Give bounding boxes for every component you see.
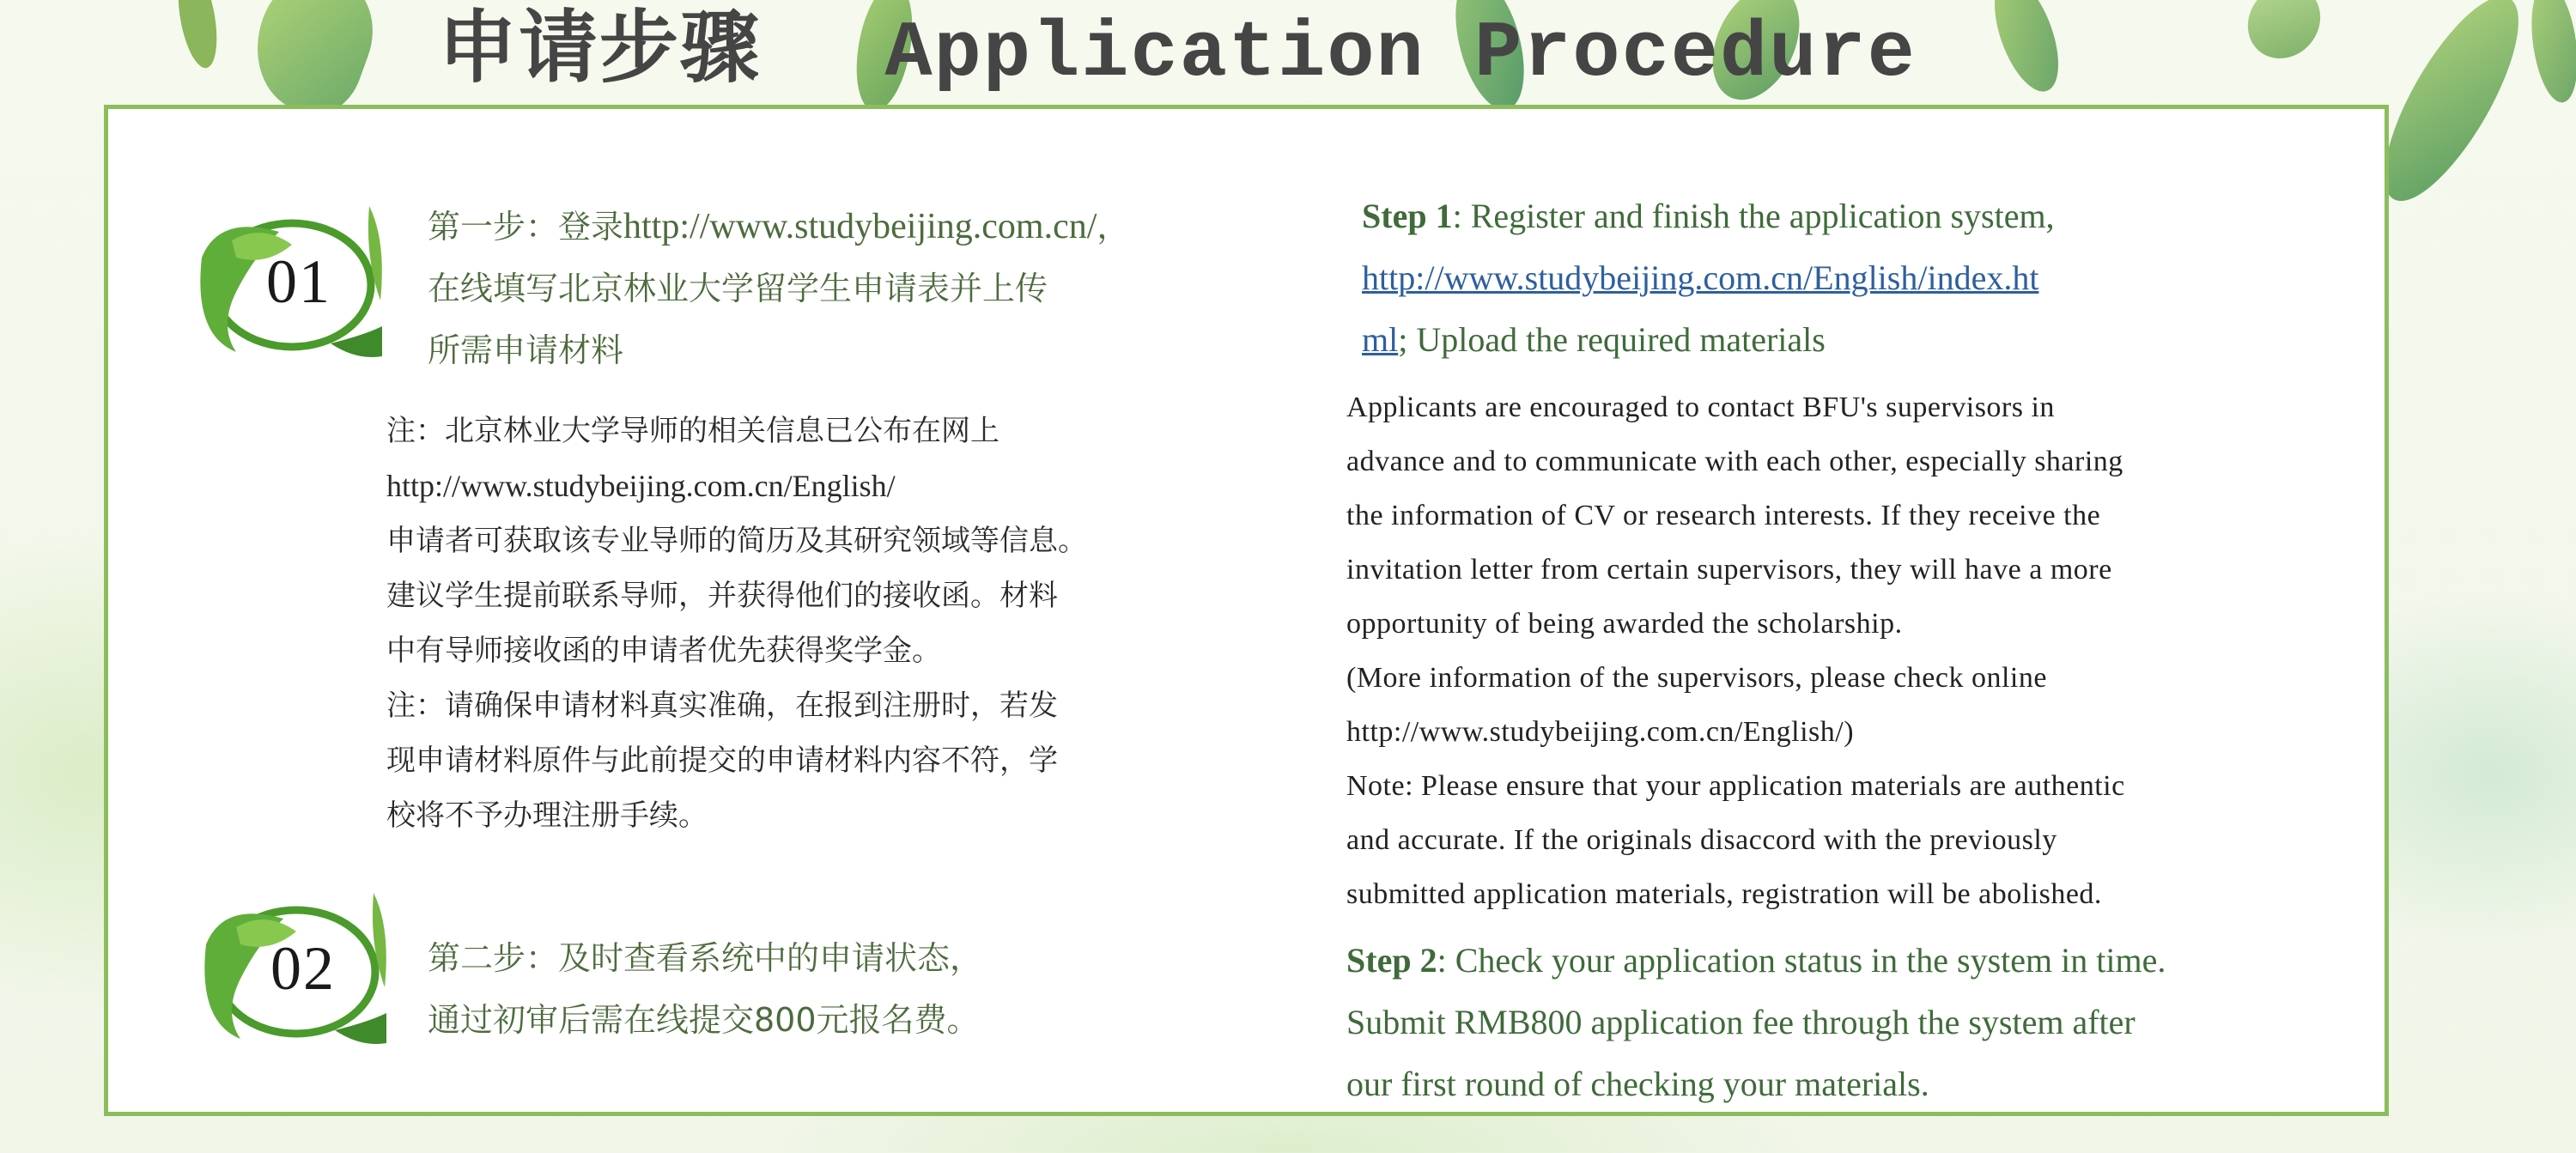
step-1-cn-line-1: 第一步：登录http://www.studybeijing.com.cn/， <box>428 207 1130 246</box>
en-body-line: submitted application materials, registration will be abolished. <box>1346 878 2102 910</box>
leaf-decoration <box>172 0 223 71</box>
step-2-en-line-3: our first round of checking your materials. <box>1346 1065 1929 1103</box>
en-body-line: Applicants are encouraged to contact BFU's supervisors in <box>1346 391 2055 423</box>
step-2-cn-line-2: 通过初审后需在线提交800元报名费。 <box>428 1001 980 1039</box>
title-en: Application Procedure <box>884 9 1917 99</box>
step-1-cn-notes <box>386 404 1087 843</box>
en-body-line: the information of CV or research interests. If they receive the <box>1346 500 2101 531</box>
step-1-en-line-1: Step 1: Register and finish the application system, <box>1362 197 2055 235</box>
cn-note-url[interactable]: http://www.studybeijing.com.cn/English/ <box>386 469 896 503</box>
step-1-cn-line-2: 在线填写北京林业大学留学生申请表并上传 <box>428 270 1048 307</box>
step-1-en-body <box>1346 380 2385 921</box>
cn-note-line: 中有导师接收函的申请者优先获得奖学金。 <box>386 634 941 668</box>
leaf-decoration <box>2525 0 2576 106</box>
en-body-line: Note: Please ensure that your application materials are authentic <box>1346 770 2125 802</box>
application-system-link[interactable]: http://www.studybeijing.com.cn/English/index.ht <box>1362 258 2039 297</box>
step-2-cn <box>428 927 982 1051</box>
step-1-en <box>1362 185 2401 371</box>
title-cn: 申请步骤 <box>438 9 762 99</box>
step-1-badge <box>185 206 374 361</box>
cn-note-line: 注：北京林业大学导师的相关信息已公布在网上 <box>386 414 999 448</box>
step-2-en-line-2: Submit RMB800 application fee through the system after <box>1346 1003 2136 1041</box>
leaf-decoration <box>1982 0 2071 100</box>
cn-note-line: 建议学生提前联系导师，并获得他们的接收函。材料 <box>386 579 1058 613</box>
cn-note-line: 校将不予办理注册手续。 <box>386 798 708 833</box>
studybeijing-url[interactable]: http://www.studybeijing.com.cn/ <box>623 207 1097 246</box>
step-1-en-line-2 <box>1362 247 2401 309</box>
step-2-en-line-1: Step 2: Check your application status in the system in time. <box>1346 941 2166 980</box>
cn-note-line: 现申请材料原件与此前提交的申请材料内容不符，学 <box>386 743 1058 778</box>
step-1-cn <box>428 196 1129 381</box>
en-body-line: advance and to communicate with each other, especially sharing <box>1346 446 2123 477</box>
step-2-number: 02 <box>270 934 336 1003</box>
en-body-line: opportunity of being awarded the scholarship. <box>1346 608 1903 640</box>
step-1-en-line-3: ml; Upload the required materials <box>1362 320 1826 359</box>
leaf-decoration <box>2233 0 2335 73</box>
en-body-line: and accurate. If the originals disaccord with the previously <box>1346 824 2057 856</box>
page-title <box>438 7 1917 101</box>
step-1-label: Step 1 <box>1362 197 1453 235</box>
cn-note-line: 申请者可获取该专业导师的简历及其研究领域等信息。 <box>386 524 1087 558</box>
step-2-cn-line-1: 第二步：及时查看系统中的申请状态， <box>428 939 983 977</box>
cn-note-line: 注：请确保申请材料真实准确，在报到注册时，若发 <box>386 689 1058 723</box>
en-body-line: invitation letter from certain supervisors, they will have a more <box>1346 554 2112 586</box>
step-1-number: 01 <box>266 247 331 316</box>
step-2-label: Step 2 <box>1346 941 1437 980</box>
step-1-cn-line-3: 所需申请材料 <box>428 331 624 369</box>
en-body-url[interactable]: http://www.studybeijing.com.cn/English/) <box>1346 716 1855 748</box>
application-system-link-end[interactable]: ml <box>1362 320 1399 359</box>
en-body-line: (More information of the supervisors, please check online <box>1346 662 2047 694</box>
step-2-badge <box>189 893 378 1047</box>
step-2-en <box>1346 930 2385 1115</box>
